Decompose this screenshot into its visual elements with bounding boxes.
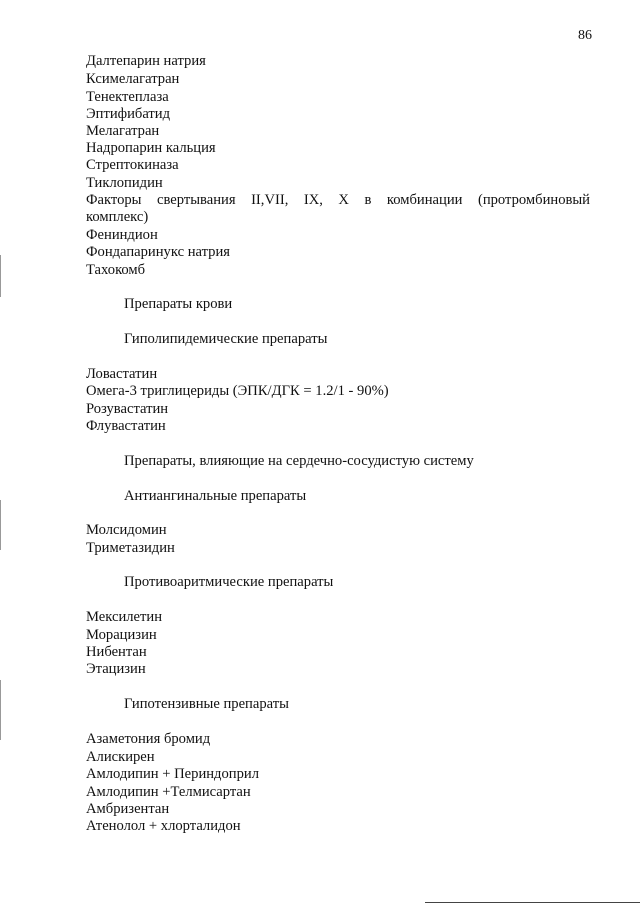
drug-item: Триметазидин — [86, 540, 175, 556]
scan-edge-mark — [0, 500, 1, 550]
scan-edge-mark — [0, 680, 1, 740]
page-number: 86 — [578, 28, 592, 43]
drug-item: Розувастатин — [86, 401, 169, 417]
drug-item: Молсидомин — [86, 522, 167, 538]
drug-item: Омега-3 триглицериды (ЭПК/ДГК = 1.2/1 - 90%) — [86, 383, 389, 399]
drug-item: Алискирен — [86, 749, 155, 765]
drug-item: Ловастатин — [86, 366, 158, 382]
section-heading-lipid: Гиполипидемические препараты — [124, 331, 328, 347]
drug-item: Амлодипин +Телмисартан — [86, 784, 251, 800]
drug-item: Тиклопидин — [86, 175, 163, 191]
drug-item: Атенолол + хлорталидон — [86, 818, 241, 834]
drug-item: Надропарин кальция — [86, 140, 216, 156]
scan-bottom-rule — [425, 902, 640, 903]
drug-item: Морацизин — [86, 627, 157, 643]
drug-item: Далтепарин натрия — [86, 53, 206, 69]
scan-edge-mark — [0, 255, 1, 297]
drug-item: Стрептокиназа — [86, 157, 179, 173]
drug-item: Этацизин — [86, 661, 146, 677]
section-heading-antianginal: Антиангинальные препараты — [124, 488, 307, 504]
drug-item: Азаметония бромид — [86, 731, 211, 747]
drug-item: Тенектеплаза — [86, 89, 169, 105]
section-heading-antiarrhythmic: Противоаритмические препараты — [124, 574, 334, 590]
drug-item: Амлодипин + Периндоприл — [86, 766, 259, 782]
drug-item: Флувастатин — [86, 418, 166, 434]
drug-item-factors-cont: комплекс) — [86, 209, 149, 225]
drug-item: Фениндион — [86, 227, 158, 243]
drug-item: Ксимелагатран — [86, 71, 180, 87]
drug-item: Мексилетин — [86, 609, 163, 625]
section-heading-antihypertensive: Гипотензивные препараты — [124, 696, 289, 712]
section-heading-blood: Препараты крови — [124, 296, 233, 312]
drug-item: Амбризентан — [86, 801, 170, 817]
drug-item: Нибентан — [86, 644, 147, 660]
drug-item: Фондапаринукс натрия — [86, 244, 230, 260]
drug-item: Эптифибатид — [86, 106, 171, 122]
drug-item: Мелагатран — [86, 123, 160, 139]
drug-item: Тахокомб — [86, 262, 146, 278]
drug-item-factors: Факторы свертывания II,VII, IX, X в комбинации (протромбиновый — [86, 192, 590, 208]
section-heading-cardio: Препараты, влияющие на сердечно-сосудистую систему — [124, 453, 474, 469]
